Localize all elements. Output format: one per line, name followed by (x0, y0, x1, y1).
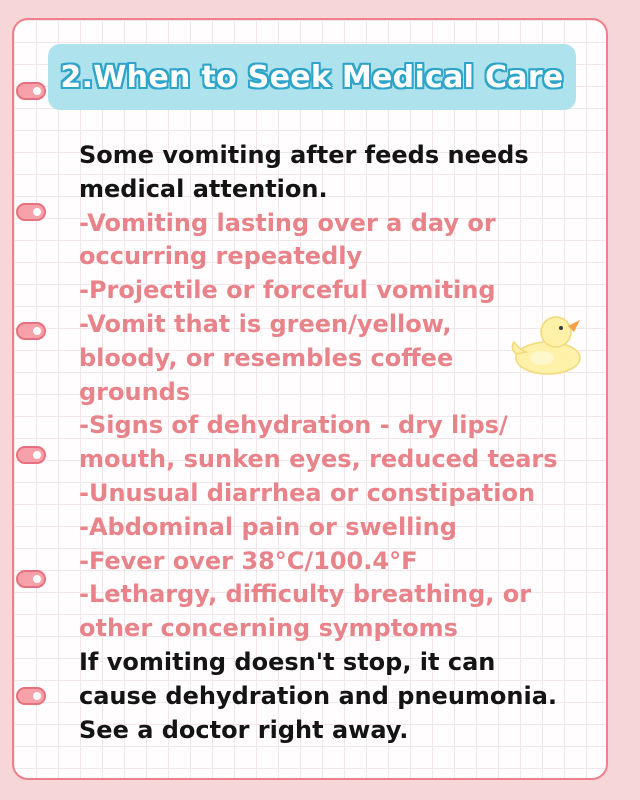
duck-icon (508, 308, 588, 378)
warning-line: -Abdominal pain or swelling (79, 512, 457, 541)
warning-line: -Vomiting lasting over a day or (79, 208, 496, 237)
page-title: 2.When to Seek Medical Care (60, 59, 564, 95)
warning-line: other concerning symptoms (79, 614, 458, 643)
warning-line: mouth, sunken eyes, reduced tears (79, 445, 558, 474)
warning-line: -Lethargy, difficulty breathing, or (79, 580, 532, 609)
binder-ring-icon (16, 82, 46, 100)
warning-line: bloody, or resembles coffee (79, 343, 454, 372)
warning-line: grounds (79, 377, 191, 406)
closing-line: If vomiting doesn't stop, it can (79, 647, 496, 676)
binder-ring-icon (16, 570, 46, 588)
title-banner (48, 44, 576, 110)
intro-line: Some vomiting after feeds needs (79, 141, 529, 169)
warning-line: -Vomit that is green/yellow, (79, 309, 452, 338)
closing-line: cause dehydration and pneumonia. (79, 681, 558, 710)
warning-line: -Signs of dehydration - dry lips/ (79, 411, 508, 440)
intro-line: medical attention. (79, 174, 328, 203)
binder-ring-icon (16, 322, 46, 340)
warning-line: occurring repeatedly (79, 242, 363, 271)
closing-line: See a doctor right away. (79, 715, 409, 744)
warning-line: -Unusual diarrhea or constipation (79, 478, 536, 507)
content-text (79, 139, 579, 747)
binder-ring-icon (16, 687, 46, 705)
warning-line: -Fever over 38°C/100.4°F (79, 546, 418, 575)
binder-ring-icon (16, 203, 46, 221)
binder-ring-icon (16, 446, 46, 464)
warning-line: -Projectile or forceful vomiting (79, 276, 496, 305)
